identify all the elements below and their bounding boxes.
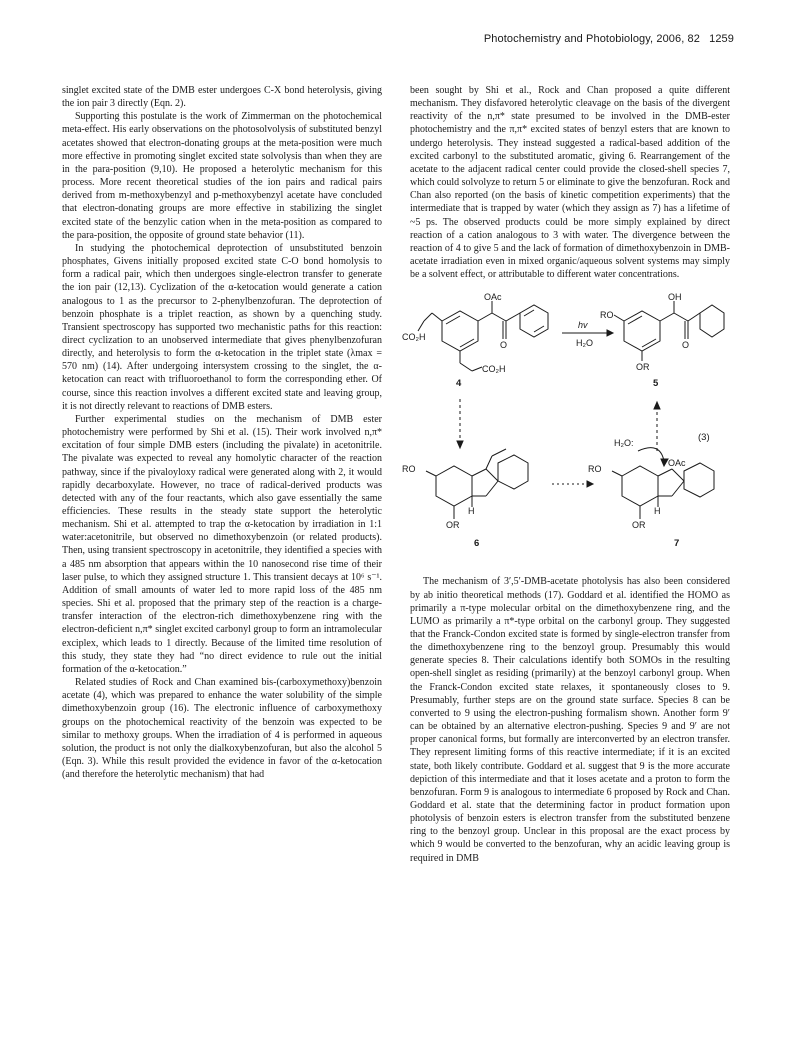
left-column bbox=[62, 84, 382, 781]
paragraph: In studying the photochemical deprotection of unsubstituted benzoin phosphates, Givens initially proposed excited state C-O bond homolysis to form a radical pair, which then undergoes single-electron transfer to generate the ion pair (12,13). Cyclization of the α-ketocation would generate a cation analogous to 1 as the precursor to 2-phenylbenzofuran. The deprotection of benzoin phosphate is a triplet reaction, as shown by a quenching study. Transient spectroscopy has supported two mechanistic paths for this reaction: direct cyclization to an unobserved intermediate that gives phenylbenzofuran directly, and heterolysis to form the α-ketocation in the triplet state (λmax = 570 nm) (14). After undergoing intersystem crossing to the singlet, the α-ketocation can react with trifluoroethanol to form the corresponding ether. Of course, since this reaction involves a different excited state and leaving group, it is not directly relevant to reactions of DMB esters. bbox=[62, 242, 382, 412]
label-ro: RO bbox=[402, 464, 416, 475]
paragraph: The mechanism of 3′,5′-DMB-acetate photolysis has also been considered by ab initio theoretical methods (17). Goddard et al. identified the HOMO as primarily a π-type molecular orbital on the dimethoxybenzene ring, and the LUMO as primarily a π*-type orbital on the carbonyl group. They suggested that the Franck-Condon excited state is formed by single-electron transfer from the dimethoxybenzene ring to the benzoyl group. Presumably this would generate species 8. Their calculations identify both SOMOs in the resulting open-shell singlet as residing (primarily) at the benzoyl carbonyl group. When the Franck-Condon excited state relaxes, it spontaneously closes to 9. Presumably, further steps are on the ground state surface. Species 8 can be converted to 9 using the electron-pushing formalism shown. Another form 9′ can be obtained by an alternative electron-pushing. Species 9 and 9′ are not proper canonical forms, but formally are interconverted by an electron transfer. They represent limiting forms of this reactive intermediate; if it is an excited state, both likely contribute. Goddard et al. suggest that 9 is the more accurate depiction of this intermediate and that it loses acetate and a proton to form the benzofuran. Form 9 is analogous to intermediate 6 proposed by Rock and Chan. Goddard et al. state that the determining factor in product formation upon photolysis of benzoin esters is electron transfer from the substituted benzene ring to the benzoyl group. Unclear in this proposal are the exact process by which 9 would be converted to the benzofuran, why an acidic leaving group is required in DMB bbox=[410, 576, 730, 864]
running-header bbox=[484, 33, 734, 45]
page-number: 1259 bbox=[709, 33, 734, 45]
label-oh: OH bbox=[668, 292, 682, 303]
label-co2h: CO₂H bbox=[402, 332, 426, 343]
compound-number-6: 6 bbox=[474, 538, 480, 550]
label-h: H bbox=[468, 506, 475, 517]
label-o: O bbox=[500, 340, 508, 351]
label-h2o-attack: H₂O: bbox=[614, 438, 634, 449]
label-h2o: H₂O bbox=[576, 338, 593, 349]
paragraph: singlet excited state of the DMB ester undergoes C-X bond heterolysis, giving the ion pair 3 directly (Eqn. 2). bbox=[62, 85, 382, 110]
journal-citation: Photochemistry and Photobiology, 2006, 82 bbox=[483, 33, 700, 45]
paragraph: been sought by Shi et al., Rock and Chan proposed a quite different mechanism. They disfavored heterolytic cleavage on the basis of the divergent reactivity of the n,π* state presumed to be involved in the DMB-ester photochemistry and the π,π* excited states of benzyl esters that are known to undergo heterolysis. They instead suggested a radical-based addition of the excited carbonyl to the substituted aromatic, giving 6. Rearrangement of the acetate to the adjacent radical center could provide the closed-shell species 7, which could solvolyze to return 5 or eliminate to give the benzofuran. Rock and Chan also reported (on the basis of kinetic competition experiments) that the intermediate that is trapped by water (which they assign as 7) has a lifetime of ~5 ps. The observed products could be more simply explained by direct reaction of a cation analogous to 3 with water. The divergence between the reaction of 4 to give 5 and the lack of formation of dimethoxybenzoin in DMB-acetate irradiation even in mixed organic/aqueous solvent systems may simply be a solvent effect, or attributable to different water concentrations. bbox=[410, 85, 730, 281]
label-co2h: CO₂H bbox=[482, 364, 506, 375]
paragraph: Related studies of Rock and Chan examined bis-(carboxymethoxy)benzoin acetate (4), which was prepared to enhance the water solubility of the simple dimethoxybenzoin group (16). The electronic influence of carboxymethoxy groups on the photochemical reactivity of the benzoin was expected to be similar to methoxy groups. When the irradiation of 4 is performed in aqueous solution, the product is not only the dialkoxybenzofuran, but also the alcohol 5 (Eqn. 3). While this result provided the evidence in favor of the α-ketocation (and therefore the heterolytic mechanism) that had bbox=[62, 677, 382, 781]
label-or: OR bbox=[632, 520, 646, 531]
paragraph: Further experimental studies on the mechanism of DMB ester photochemistry were performed by Shi et al. (15). Their work involved n,π* excitation of four simple DMB esters (including the pivalate) in acetonitrile. The pivalate was expected to reveal any homolytic character of the reaction pathway, since if the pivaloyloxy radical were generated along with 2, it would rapidly decarboxylate. However, no trace of radical-derived products was detected with any of the four reactants, which also gave essentially the same efficiencies. These results in the steady state support the heterolytic mechanism. Shi et al. attempted to trap the α-ketocation by irradiation in 1:1 water:acetonitrile, but observed no dimethoxybenzoin (or related products). Then, using transient spectroscopy in acetonitrile, they identified a species with a 485 nm absorption that appears within the 10 nanosecond rise time of their laser pulse, to which they assigned structure 1. This transient decays at 10⁶ s⁻¹. Addition of small amounts of water led to more rapid loss of the 485 nm species. Shi et al. proposed that the primary step of the reaction is a charge-transfer interaction of the electron-rich dimethoxybenzene ring with the electron-deficient n,π* singlet excited carbonyl group to form an intramolecular exciplex, which leads to 1 directly. Because of the limited time resolution of this study, they state they had “no direct evidence to rule out the initial formation of the α-ketocation.” bbox=[62, 413, 382, 675]
label-o: O bbox=[682, 340, 690, 351]
compound-number-7: 7 bbox=[674, 538, 680, 550]
reaction-scheme-eqn-3 bbox=[402, 291, 732, 561]
label-ro: RO bbox=[588, 464, 602, 475]
label-h: H bbox=[654, 506, 661, 517]
label-or: OR bbox=[446, 520, 460, 531]
equation-number: (3) bbox=[698, 432, 710, 444]
label-ro: RO bbox=[600, 310, 614, 321]
label-hv: hv bbox=[578, 320, 588, 331]
label-oac: OAc bbox=[484, 292, 502, 303]
right-column bbox=[402, 84, 730, 865]
paragraph: Supporting this postulate is the work of Zimmerman on the photochemical meta-effect. His early observations on the photosolvolysis of substituted benzyl acetates showed that electron-donating groups at the meta-position were much more effective in promoting singlet excited state solvolysis than when they are in the para-position (9,10). He proposed a heterolytic mechanism for this process. More recent theoretical studies of the ion pairs and radical pairs derived from m-methoxybenzyl and p-methoxybenzyl acetate have concluded that electron-donating groups are more effective in stabilizing the singlet excited state of the benzylic cation when in the meta-position as compared to the para-position, the opposite of ground state behavior (11). bbox=[62, 111, 382, 241]
compound-number-4: 4 bbox=[456, 378, 462, 390]
label-oac: OAc bbox=[668, 458, 686, 469]
label-or: OR bbox=[636, 362, 650, 373]
compound-number-5: 5 bbox=[653, 378, 659, 390]
